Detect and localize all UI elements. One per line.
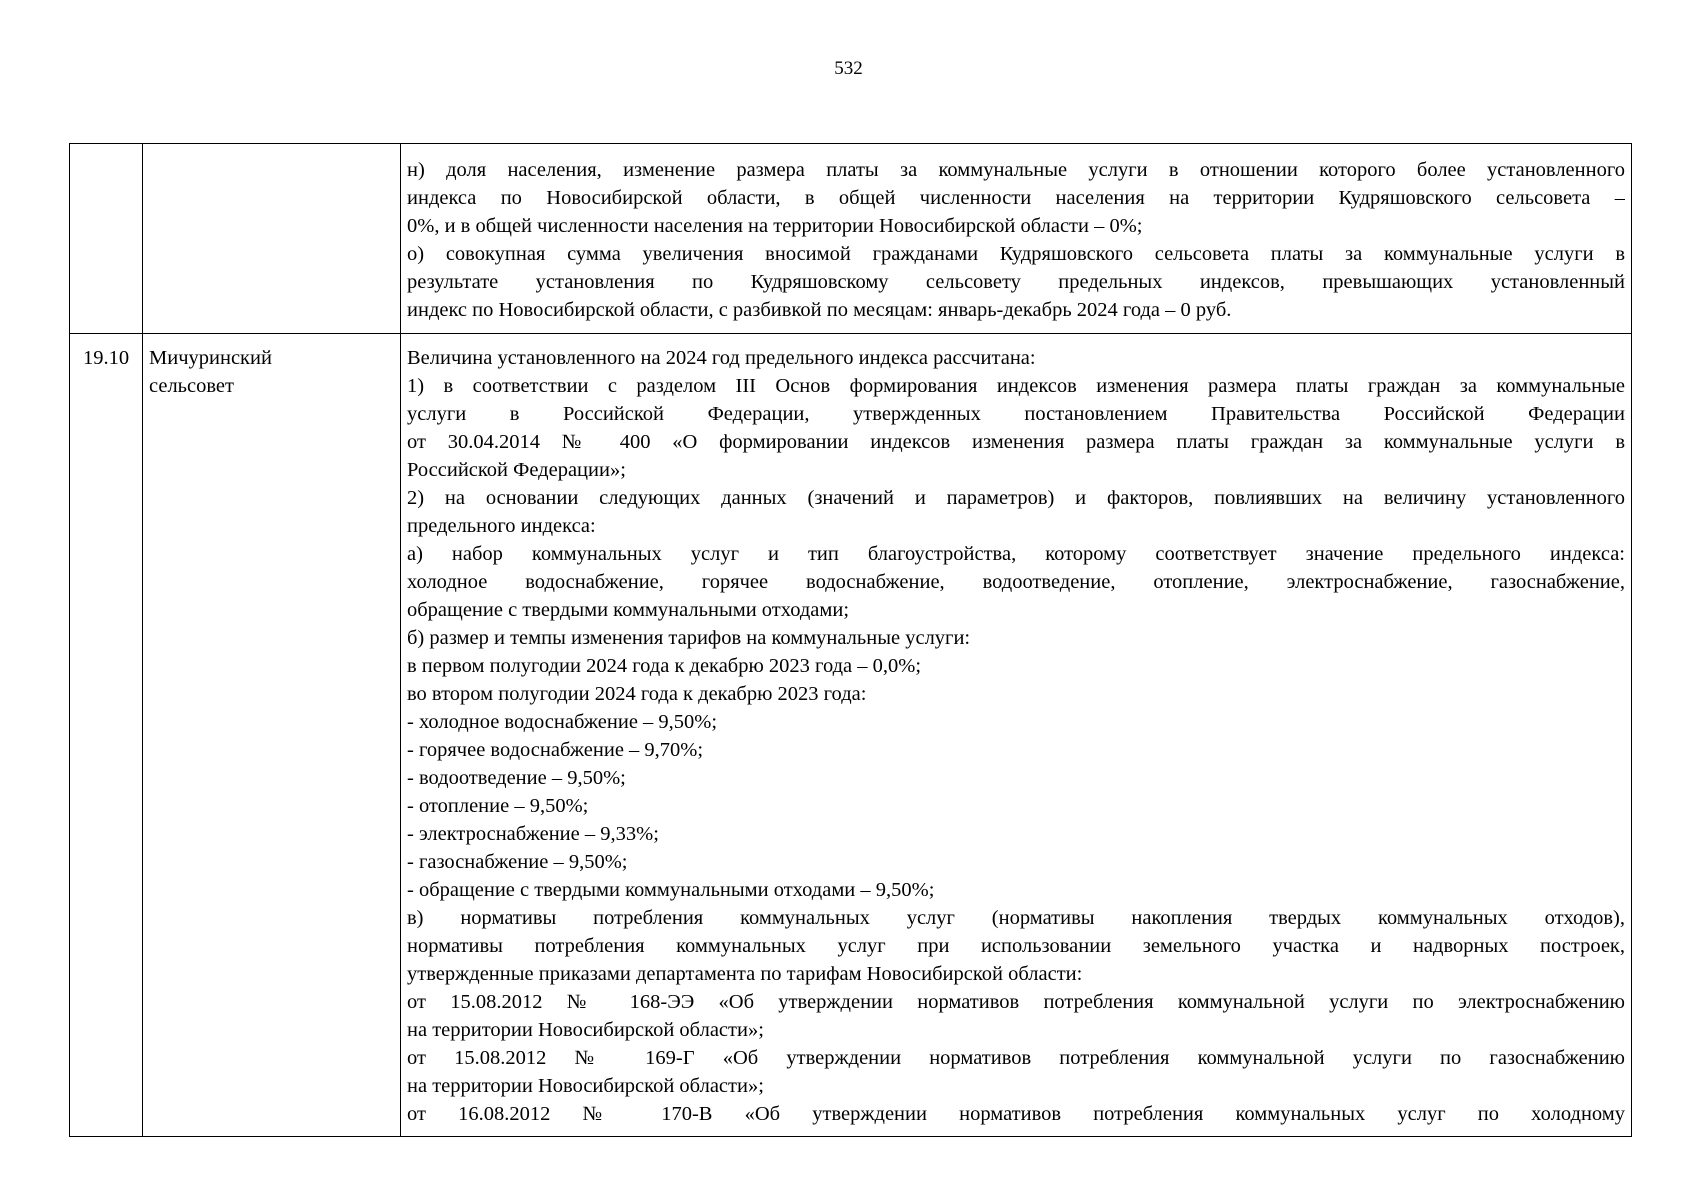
description-line: 2) на основании следующих данных (значений и параметров) и факторов, повлиявших на величину установленного <box>407 487 1625 509</box>
description-line: услуги в Российской Федерации, утвержденных постановлением Правительства Российской Федерации <box>407 403 1625 425</box>
municipality-name <box>149 344 394 400</box>
description-line: холодное водоснабжение, горячее водоснабжение, водоотведение, отопление, электроснабжение, газоснабжение, <box>407 571 1625 593</box>
description-line: от 15.08.2012 № 169-Г «Об утверждении нормативов потребления коммунальной услуги по газоснабжению <box>407 1047 1625 1069</box>
description-line: б) размер и темпы изменения тарифов на коммунальные услуги: <box>407 627 971 649</box>
description-line: в) нормативы потребления коммунальных услуг (нормативы накопления твердых коммунальных отходов), <box>407 907 1625 929</box>
description-line: на территории Новосибирской области»; <box>407 1075 764 1097</box>
description-line: Российской Федерации»; <box>407 459 626 481</box>
municipality-cell <box>143 144 401 334</box>
description-line: предельного индекса: <box>407 515 596 537</box>
description-line: о) совокупная сумма увеличения вносимой гражданами Кудряшовского сельсовета платы за коммунальные услуги в <box>407 243 1625 265</box>
description-line: утвержденные приказами департамента по тарифам Новосибирской области: <box>407 963 1083 985</box>
description-line: нормативы потребления коммунальных услуг при использовании земельного участка и надворных построек, <box>407 935 1625 957</box>
description-line: индекс по Новосибирской области, с разбивкой по месяцам: январь-декабрь 2024 года – 0 руб. <box>407 299 1232 321</box>
description-line: - водоотведение – 9,50%; <box>407 767 626 789</box>
description-line: во втором полугодии 2024 года к декабрю 2023 года: <box>407 683 867 705</box>
municipality-name-line: Мичуринский <box>149 347 272 369</box>
description-line: Величина установленного на 2024 год предельного индекса рассчитана: <box>407 347 1036 369</box>
description-line: в первом полугодии 2024 года к декабрю 2023 года – 0,0%; <box>407 655 922 677</box>
table-row <box>70 334 1632 1137</box>
description-line: от 30.04.2014 № 400 «О формировании индексов изменения размера платы граждан за коммунальные услуги в <box>407 431 1625 453</box>
description-line: индекса по Новосибирской области, в общей численности населения на территории Кудряшовского сельсовета – <box>407 187 1625 209</box>
row-number-cell <box>70 334 143 1137</box>
municipality-name-line: сельсовет <box>149 375 234 397</box>
description-line: - электроснабжение – 9,33%; <box>407 823 659 845</box>
description-text <box>407 156 1625 324</box>
description-cell <box>401 144 1632 334</box>
description-line: - отопление – 9,50%; <box>407 795 589 817</box>
description-line: - холодное водоснабжение – 9,50%; <box>407 711 718 733</box>
description-line: результате установления по Кудряшовскому сельсовету предельных индексов, превышающих установленный <box>407 271 1625 293</box>
description-line: обращение с твердыми коммунальными отходами; <box>407 599 850 621</box>
tariff-table <box>69 143 1632 1137</box>
description-line: 1) в соответствии с разделом III Основ формирования индексов изменения размера платы граждан за коммунальные <box>407 375 1625 397</box>
description-line: - газоснабжение – 9,50%; <box>407 851 628 873</box>
description-line: а) набор коммунальных услуг и тип благоустройства, которому соответствует значение предельного индекса: <box>407 543 1625 565</box>
row-number: 19.10 <box>82 347 130 369</box>
municipality-cell <box>143 334 401 1137</box>
page-number: 532 <box>834 58 863 79</box>
description-line: от 16.08.2012 № 170-В «Об утверждении нормативов потребления коммунальных услуг по холодному <box>407 1103 1625 1125</box>
table-row <box>70 144 1632 334</box>
description-line: 0%, и в общей численности населения на территории Новосибирской области – 0%; <box>407 215 1143 237</box>
description-line: - горячее водоснабжение – 9,70%; <box>407 739 704 761</box>
description-line: н) доля населения, изменение размера платы за коммунальные услуги в отношении которого более установленного <box>407 159 1625 181</box>
description-line: - обращение с твердыми коммунальными отходами – 9,50%; <box>407 879 935 901</box>
description-line: от 15.08.2012 № 168-ЭЭ «Об утверждении нормативов потребления коммунальной услуги по электроснабжению <box>407 991 1625 1013</box>
description-text <box>407 344 1625 1128</box>
row-number-cell <box>70 144 143 334</box>
description-line: на территории Новосибирской области»; <box>407 1019 764 1041</box>
description-cell <box>401 334 1632 1137</box>
